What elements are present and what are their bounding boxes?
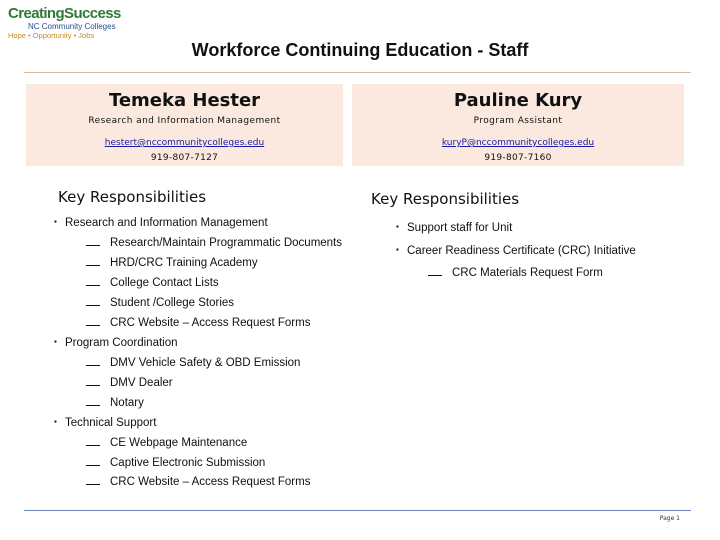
staff-phone: 919-807-7127 [150, 153, 219, 163]
list-subitem: CE Webpage Maintenance [110, 437, 248, 449]
left-responsibilities-heading: Key Responsibilities [58, 188, 207, 206]
list-item: ▪ Technical Support [65, 417, 156, 429]
list-item: ▪ Support staff for Unit [407, 222, 512, 234]
list-item: ▪ Program Coordination [65, 337, 178, 349]
list-item: ▪ Research and Information Management [65, 217, 268, 229]
footer-divider [24, 510, 691, 511]
list-subitem: Notary [110, 397, 144, 409]
title-divider [24, 72, 691, 73]
staff-name: Pauline Kury [453, 90, 583, 111]
logo-tagline: Hope • Opportunity • Jobs [8, 31, 95, 40]
list-subitem: HRD/CRC Training Academy [110, 257, 258, 269]
staff-role: Program Assistant [473, 116, 563, 126]
list-subitem: Research/Maintain Programmatic Documents [110, 237, 343, 249]
list-subitem: Captive Electronic Submission [110, 457, 266, 469]
right-responsibilities-heading: Key Responsibilities [371, 190, 520, 208]
list-subitem: CRC Website – Access Request Forms [110, 317, 311, 329]
list-subitem: DMV Vehicle Safety & OBD Emission [110, 357, 301, 369]
staff-card-hester [26, 84, 343, 166]
staff-email-link[interactable]: hestert@nccommunitycolleges.edu [104, 138, 265, 148]
list-subitem: DMV Dealer [110, 377, 173, 389]
list-subitem: CRC Materials Request Form [452, 267, 603, 279]
page-number: Page 1 [659, 515, 680, 522]
staff-phone: 919-807-7160 [484, 153, 552, 163]
logo [8, 6, 123, 42]
staff-card-kury [352, 84, 684, 166]
staff-email-link[interactable]: kuryP@nccommunitycolleges.edu [441, 138, 595, 148]
logo-wordmark: CreatingSuccess [8, 5, 121, 22]
list-item: ▪ Career Readiness Certificate (CRC) Initiative [407, 245, 636, 257]
list-subitem: CRC Website – Access Request Forms [110, 476, 311, 488]
list-subitem: College Contact Lists [110, 277, 219, 289]
logo-subtitle: NC Community Colleges [28, 22, 116, 31]
page-title: Workforce Continuing Education - Staff [191, 40, 529, 60]
list-subitem: Student /College Stories [110, 297, 235, 309]
staff-role: Research and Information Management [88, 116, 281, 126]
staff-name: Temeka Hester [108, 90, 261, 111]
